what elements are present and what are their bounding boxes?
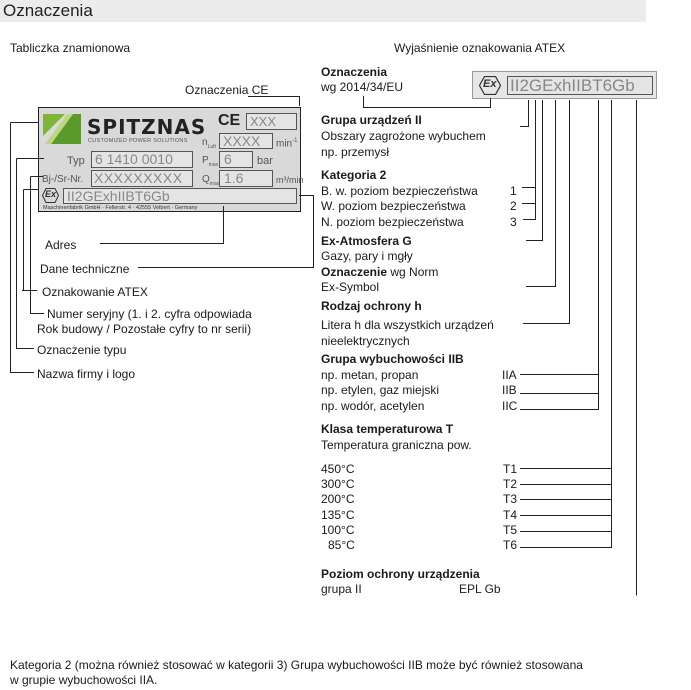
type-field: 6 1410 0010: [91, 151, 193, 168]
ex-atmosphere-title: Ex-Atmosfera G: [321, 234, 412, 248]
label-atex-marking: Oznakowanie ATEX: [42, 285, 148, 299]
temperature-code: T5: [503, 523, 518, 537]
protection-type-line-2: nieelektrycznych: [321, 334, 410, 348]
temperature-value: 100°C: [321, 523, 355, 537]
category-row-label: N. poziom bezpieczeństwa: [321, 215, 464, 229]
temperature-value: 450°C: [321, 462, 355, 476]
label-address: Adres: [45, 238, 77, 252]
protection-type-line-1: Litera h dla wszystkich urządzeń: [321, 318, 494, 332]
page-title: Oznaczenia: [3, 1, 93, 20]
atex-heading: Wyjaśnienie oznakowania ATEX: [394, 41, 566, 55]
speed-label: $n_{Luft}$: [202, 137, 216, 150]
serial-field: XXXXXXXXX: [91, 170, 193, 187]
category-row-code: 2: [510, 199, 517, 213]
group-line-2: np. przemysł: [321, 145, 390, 159]
norm-marking-line: Oznaczenie wg Norm: [321, 265, 439, 279]
temperature-code: T4: [503, 508, 518, 522]
explosion-group-code: IIB: [502, 383, 517, 397]
label-type-designation: Oznaczenie typu: [37, 343, 127, 357]
pressure-label: $P_{max}$: [202, 155, 219, 168]
temperature-code: T3: [503, 492, 518, 506]
category-row-label: W. poziom bezpieczeństwa: [321, 199, 466, 213]
ce-mark-icon: CE: [218, 112, 241, 129]
temperature-class-title: Klasa temperaturowa T: [321, 422, 454, 436]
pressure-unit: bar: [257, 155, 273, 167]
flow-label: $Q_{max}$: [202, 174, 220, 187]
label-serial-1: Numer seryjny (1. i 2. cyfra odpowiada: [47, 307, 252, 321]
explosion-group-code: IIC: [502, 399, 518, 413]
flow-unit: m³/min: [276, 175, 304, 185]
atex-code-field: II2GExhIIBT6Gb: [63, 188, 297, 204]
protection-level-title: Poziom ochrony urządzenia: [321, 567, 480, 581]
temperature-class-line: Temperatura graniczna pow.: [321, 438, 472, 452]
ex-atmosphere-line: Gazy, pary i mgły: [321, 249, 413, 263]
oznaczenia-title: Oznaczenia: [321, 65, 388, 79]
nameplate-heading: Tabliczka znamionowa: [10, 41, 131, 55]
category-title: Kategoria 2: [321, 168, 387, 182]
flow-field: 1.6: [219, 170, 273, 187]
explosion-group-title: Grupa wybuchowości IIB: [321, 352, 464, 366]
manufacturer-address: Maschinenfabrik GmbH · Fellerstr. 4 · 42555 Velbert · Germany: [43, 205, 198, 211]
temperature-code: T6: [503, 538, 518, 552]
brand-tagline: CUSTOMIZED POWER SOLUTIONS: [88, 138, 188, 144]
label-serial-2: Rok budowy / Pozostałe cyfry to nr serii): [37, 322, 252, 336]
explosion-group-label: np. wodór, acetylen: [321, 399, 425, 413]
group-line-1: Obszary zagrożone wybuchem: [321, 129, 486, 143]
pressure-field: 6: [219, 151, 253, 168]
ex-symbol-line: Ex-Symbol: [321, 280, 380, 294]
ex-hexagon-icon: Ex: [479, 76, 501, 95]
type-label: Typ: [67, 155, 85, 167]
temperature-code: T1: [503, 462, 518, 476]
label-technical-data: Dane techniczne: [40, 262, 130, 276]
ex-hexagon-icon: Ex: [42, 188, 59, 203]
footer-line-2: w grupie wybuchowości IIA.: [10, 673, 158, 687]
temperature-value: 300°C: [321, 477, 355, 491]
temperature-value: 85°C: [328, 538, 355, 552]
temperature-code: T2: [503, 477, 518, 491]
explosion-group-label: np. etylen, gaz miejski: [321, 383, 440, 397]
speed-unit: $\min^{-1}$: [276, 138, 298, 150]
temperature-value: 135°C: [321, 508, 355, 522]
group-title: Grupa urządzeń II: [321, 113, 422, 127]
label-company-logo: Nazwa firmy i logo: [37, 367, 136, 381]
ce-number-field: XXX: [246, 113, 297, 130]
speed-field: XXXX: [219, 133, 273, 149]
explosion-group-code: IIA: [502, 368, 517, 382]
category-row-label: B. w. poziom bezpieczeństwa: [321, 184, 478, 198]
category-row-code: 1: [510, 184, 517, 198]
footer-line-1: Kategoria 2 (można również stosować w kategorii 3) Grupa wybuchowości IIB może być również stosowana: [10, 658, 583, 672]
explosion-group-label: np. metan, propan: [321, 368, 419, 382]
brand-name: SPITZNAS: [87, 115, 207, 139]
protection-level-code: EPL Gb: [459, 582, 501, 596]
temperature-value: 200°C: [321, 492, 355, 506]
protection-type-title: Rodzaj ochrony h: [321, 299, 422, 313]
oznaczenia-sub: wg 2014/34/EU: [321, 80, 404, 94]
category-row-code: 3: [510, 215, 517, 229]
protection-level-label: grupa II: [321, 582, 362, 596]
atex-code-large: II2GExhIIBT6Gb: [507, 76, 653, 95]
ce-marking-label: Oznaczenia CE: [185, 83, 269, 97]
serial-label: Bj-/Sr-Nr.: [42, 174, 84, 185]
